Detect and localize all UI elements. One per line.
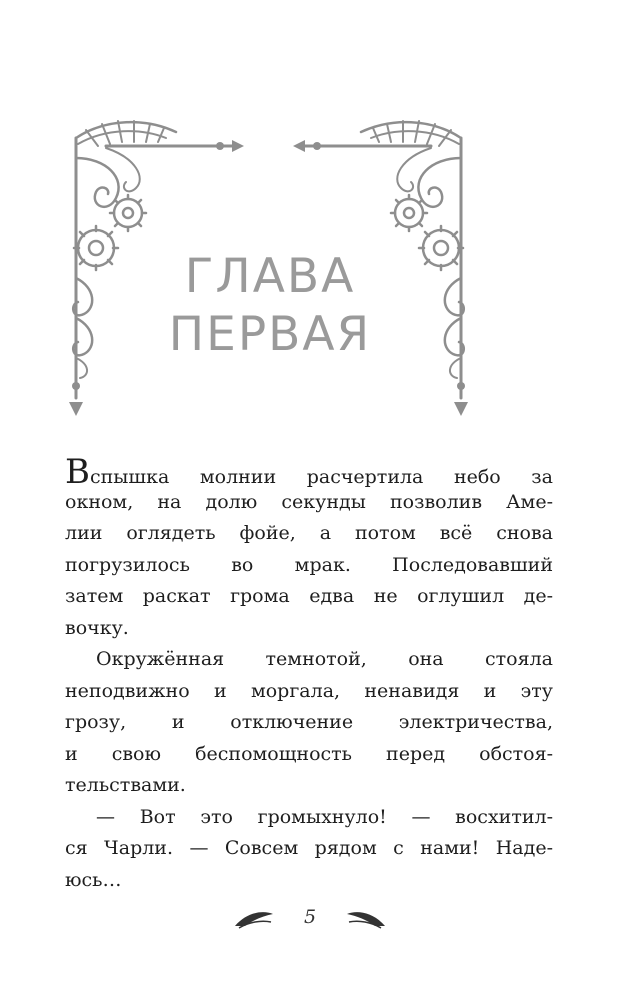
- chapter-body: [65, 455, 553, 896]
- text-line: затем раскат грома едва не оглушил де-: [65, 585, 553, 607]
- text-line: тельствами.: [65, 774, 186, 796]
- text-line: [65, 455, 553, 487]
- text-fragment: спышка молнии расчертила небо за: [90, 466, 553, 487]
- text-line: лии оглядеть фойе, а потом всё снова: [65, 522, 553, 544]
- leaf-flourish-icon: [233, 908, 275, 930]
- drop-cap: В: [65, 455, 90, 487]
- page-footer: [0, 906, 620, 932]
- leaf-flourish-icon: [345, 908, 387, 930]
- text-line: вочку.: [65, 616, 129, 639]
- text-line: ся Чарли. — Совсем рядом с нами! Наде-: [65, 837, 553, 859]
- text-line: погрузилось во мрак. Последовавший: [65, 553, 553, 576]
- chapter-title-line-2: ПЕРВАЯ: [168, 307, 372, 362]
- text-line: Окружённая темнотой, она стояла: [96, 648, 553, 670]
- text-line: и свою беспомощность перед обстоя-: [65, 742, 553, 765]
- page-number: 5: [303, 906, 317, 928]
- text-line: — Вот это громыхнуло! — восхитил-: [96, 805, 553, 828]
- chapter-title-line-1: ГЛАВА: [184, 249, 356, 304]
- text-line: окном, на долю секунды позволив Аме-: [65, 490, 553, 513]
- text-line: грозу, и отключение электричества,: [65, 711, 553, 733]
- text-line: неподвижно и моргала, ненавидя и эту: [65, 679, 553, 702]
- text-line: юсь…: [65, 868, 122, 891]
